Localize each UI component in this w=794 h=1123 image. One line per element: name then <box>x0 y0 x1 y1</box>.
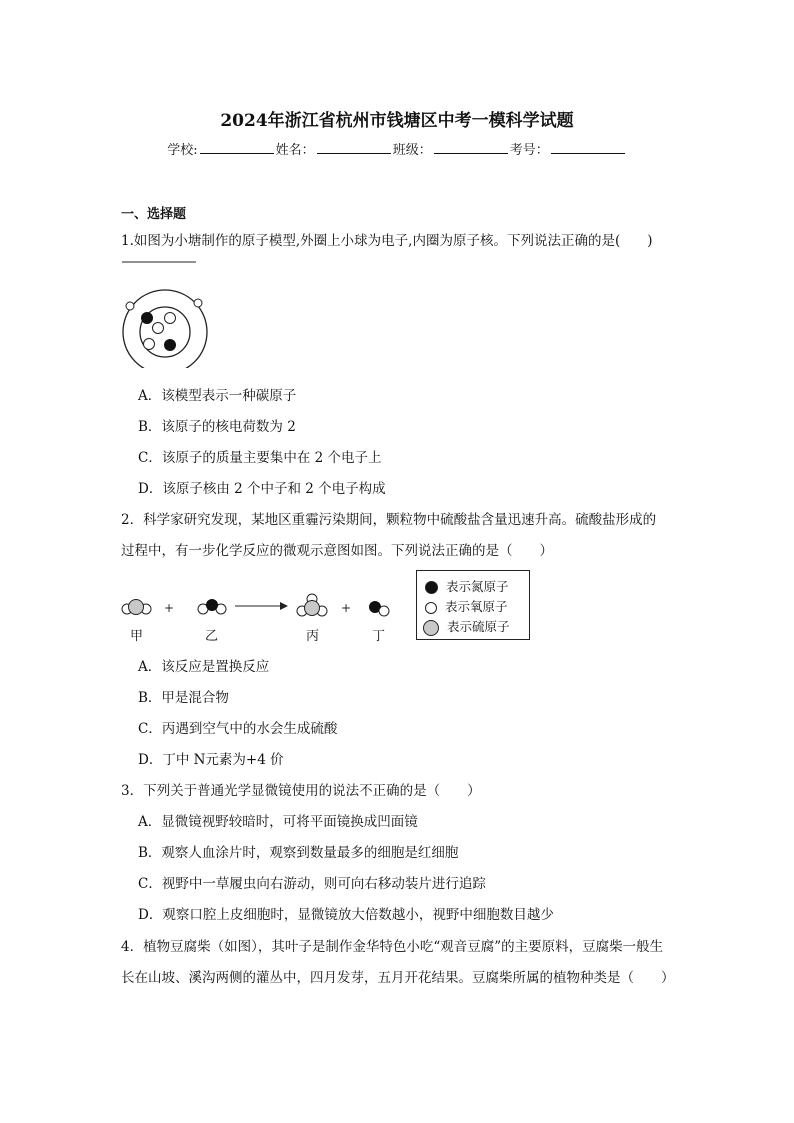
electron-ball-left <box>126 302 134 310</box>
question-1-text: 1.如图为小塘制作的原子模型,外圈上小球为电子,内圈为原子核。下列说法正确的是( ) <box>121 233 653 249</box>
atom-legend <box>416 570 530 640</box>
reaction-diagram <box>115 592 415 624</box>
nucleus-particle-black-1 <box>142 313 153 324</box>
plus-sign-1: + <box>163 601 175 615</box>
legend-oxygen-label: 表示氧原子 <box>445 599 508 614</box>
q3-option-a[interactable]: A．显微镜视野较暗时，可将平面镜换成凹面镜 <box>138 814 418 830</box>
atom-model-figure <box>118 258 214 368</box>
q3-option-c[interactable]: C．视野中一草履虫向右游动，则可向右移动装片进行追踪 <box>138 876 486 892</box>
bing-sulfur <box>305 601 320 616</box>
question-3-text: 3．下列关于普通光学显微镜使用的说法不正确的是（ ） <box>121 783 481 799</box>
exam-no-label: 考号： <box>509 143 549 158</box>
nucleus-particle-white-1 <box>153 323 164 334</box>
nitrogen-dot-icon <box>425 581 438 594</box>
q2-option-d[interactable]: D．丁中 N元素为+4 价 <box>138 752 284 768</box>
exam-no-blank[interactable] <box>551 141 625 154</box>
nucleus-particle-white-2 <box>165 313 176 324</box>
question-4-line-2: 长在山坡、溪沟两侧的灌丛中，四月发芽，五月开花结果。豆腐柴所属的植物种类是（ ） <box>121 970 675 986</box>
class-blank[interactable] <box>434 141 508 154</box>
school-blank[interactable] <box>200 141 274 154</box>
electron-ball-right <box>194 299 202 307</box>
q2-option-a[interactable]: A．该反应是置换反应 <box>138 659 270 675</box>
q3-option-d[interactable]: D．观察口腔上皮细胞时，显微镜放大倍数越小，视野中细胞数目越少 <box>138 907 554 923</box>
section-title: 一、选择题 <box>121 207 187 222</box>
label-yi: 乙 <box>205 629 219 644</box>
school-label: 学校: <box>167 143 198 158</box>
yi-nitrogen <box>207 600 218 611</box>
name-blank[interactable] <box>317 141 391 154</box>
oxygen-dot-icon <box>425 602 437 614</box>
page-title: 2024年浙江省杭州市钱塘区中考一模科学试题 <box>220 111 574 131</box>
student-info-line <box>0 139 794 158</box>
label-ding: 丁 <box>372 629 386 644</box>
plus-sign-2: + <box>340 601 352 615</box>
q1-option-c[interactable]: C．该原子的质量主要集中在 2 个电子上 <box>138 450 382 466</box>
q1-option-b[interactable]: B．该原子的核电荷数为 2 <box>138 419 296 435</box>
legend-nitrogen-label: 表示氮原子 <box>446 579 509 594</box>
question-2-line-1: 2．科学家研究发现，某地区重霾污染期间，颗粒物中硫酸盐含量迅速升高。硫酸盐形成的 <box>121 512 657 528</box>
label-jia: 甲 <box>130 629 144 644</box>
legend-nitrogen <box>425 577 509 595</box>
sulfur-dot-icon <box>423 620 439 636</box>
label-bing: 丙 <box>306 629 320 644</box>
class-label: 班级： <box>392 143 432 158</box>
question-2-line-2: 过程中，有一步化学反应的微观示意图如图。下列说法正确的是（ ） <box>121 543 553 559</box>
q1-option-d[interactable]: D．该原子核由 2 个中子和 2 个电子构成 <box>138 481 386 497</box>
q2-option-b[interactable]: B．甲是混合物 <box>138 690 229 706</box>
name-label: 姓名： <box>275 143 315 158</box>
legend-sulfur <box>425 617 510 635</box>
q1-option-a[interactable]: A．该模型表示一种碳原子 <box>138 388 297 404</box>
q2-option-c[interactable]: C．丙遇到空气中的水会生成硫酸 <box>138 721 338 737</box>
legend-oxygen <box>425 597 508 615</box>
question-4-line-1: 4．植物豆腐柴（如图），其叶子是制作金华特色小吃“观音豆腐”的主要原料，豆腐柴一般生 <box>121 939 664 955</box>
ding-oxygen <box>379 606 389 616</box>
q3-option-b[interactable]: B．观察人血涂片时，观察到数量最多的细胞是红细胞 <box>138 845 459 861</box>
nucleus-particle-black-2 <box>165 340 176 351</box>
jia-sulfur <box>129 600 144 615</box>
legend-sulfur-label: 表示硫原子 <box>447 619 510 634</box>
nucleus-particle-white-3 <box>144 339 155 350</box>
